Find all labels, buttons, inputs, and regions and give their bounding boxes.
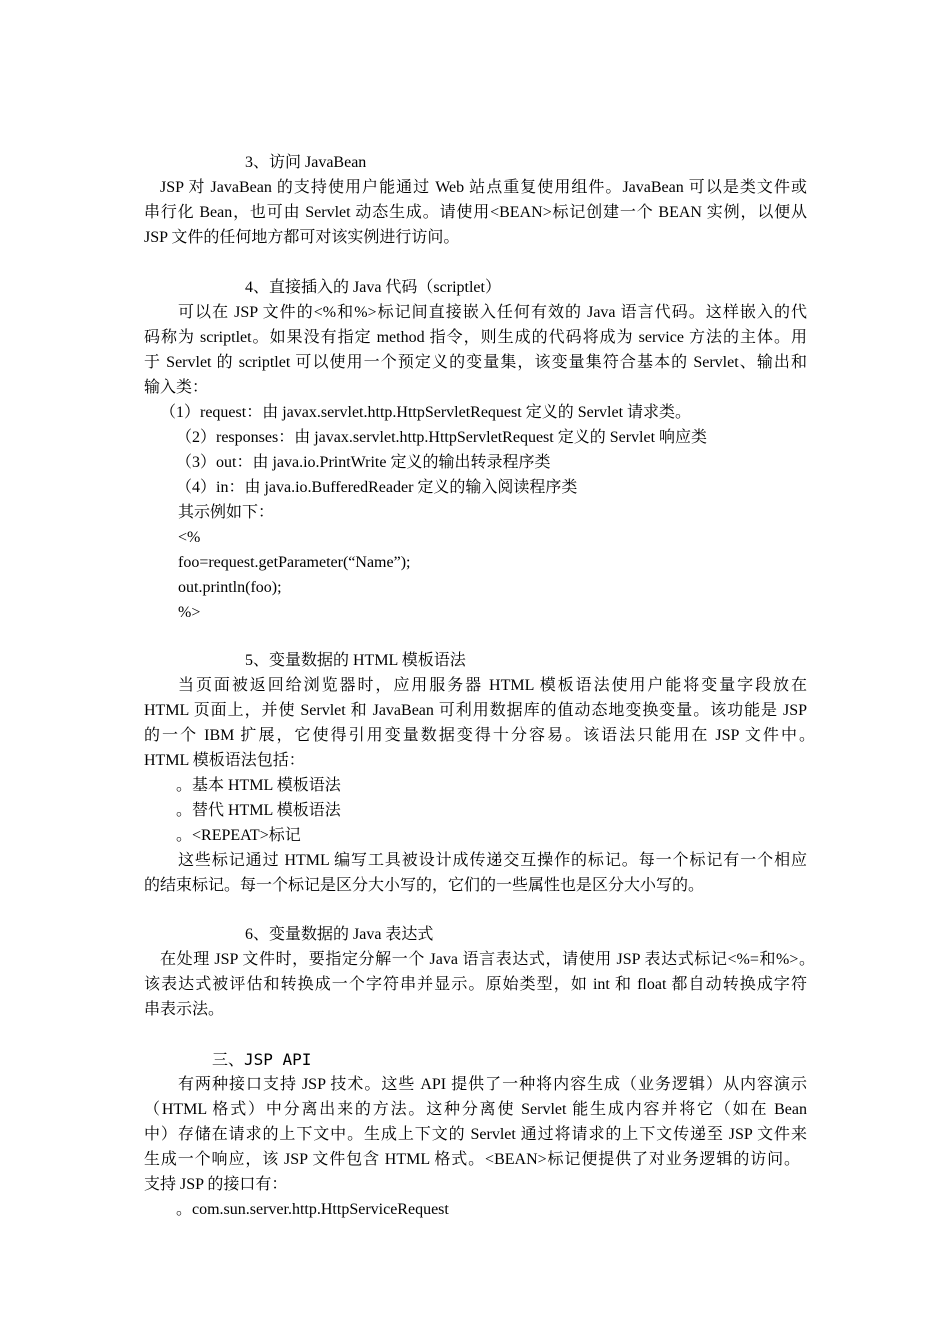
list-item: （4）in：由 java.io.BufferedReader 定义的输入阅读程序类 xyxy=(176,479,578,496)
paragraph-line: 可以在 JSP 文件的<%和%>标记间直接嵌入任何有效的 Java 语言代码。这样嵌入的代 xyxy=(178,304,807,321)
code-line: foo=request.getParameter(“Name”); xyxy=(178,554,411,571)
paragraph-line: 串行化 Bean，也可由 Servlet 动态生成。请使用<BEAN>标记创建一个 BEAN 实例，以便从 xyxy=(144,204,807,221)
bullet-item: 。基本 HTML 模板语法 xyxy=(176,777,341,794)
chapter-heading-jsp-api: 三、JSP API xyxy=(212,1050,312,1069)
code-line: <% xyxy=(178,529,201,546)
paragraph-line: （HTML 格式）中分离出来的方法。这种分离使 Servlet 能生成内容并将它（如在 Bean xyxy=(144,1101,807,1118)
paragraph-line: 的一个 IBM 扩展，它使得引用变量数据变得十分容易。该语法只能用在 JSP 文件中。 xyxy=(144,727,815,744)
paragraph-line: 的结束标记。每一个标记是区分大小写的，它们的一些属性也是区分大小写的。 xyxy=(144,877,705,894)
paragraph-line: 生成一个响应，该 JSP 文件包含 HTML 格式。<BEAN>标记便提供了对业务逻辑的访问。 xyxy=(144,1151,800,1168)
paragraph-line: 该表达式被评估和转换成一个字符串并显示。原始类型，如 int 和 float 都自动转换成字符 xyxy=(144,976,807,993)
paragraph-line: 码称为 scriptlet。如果没有指定 method 指令，则生成的代码将成为 service 方法的主体。用 xyxy=(144,329,807,346)
bullet-item: 。<REPEAT>标记 xyxy=(176,827,301,844)
example-intro: 其示例如下： xyxy=(178,504,275,521)
paragraph-line: 当页面被返回给浏览器时，应用服务器 HTML 模板语法使用户能将变量字段放在 xyxy=(178,677,807,694)
list-item: （2）responses：由 javax.servlet.http.HttpServletRequest 定义的 Servlet 响应类 xyxy=(176,429,708,446)
list-item: （3）out：由 java.io.PrintWrite 定义的输出转录程序类 xyxy=(176,454,551,471)
paragraph-line: HTML 模板语法包括： xyxy=(144,752,305,769)
section-heading-html-template: 5、变量数据的 HTML 模板语法 xyxy=(245,652,466,669)
paragraph-line: HTML 页面上，并使 Servlet 和 JavaBean 可利用数据库的值动态地变换变量。该功能是 JSP xyxy=(144,702,807,719)
paragraph-line: JSP 对 JavaBean 的支持使用户能通过 Web 站点重复使用组件。JavaBean 可以是类文件或 xyxy=(160,179,807,196)
paragraph-line: 在处理 JSP 文件时，要指定分解一个 Java 语言表达式，请使用 JSP 表达式标记<%=和%>。 xyxy=(160,951,815,968)
paragraph-line: 有两种接口支持 JSP 技术。这些 API 提供了一种将内容生成（业务逻辑）从内容演示 xyxy=(178,1076,807,1093)
bullet-item: 。替代 HTML 模板语法 xyxy=(176,802,341,819)
code-line: out.println(foo); xyxy=(178,579,282,596)
list-item: （1）request：由 javax.servlet.http.HttpServletRequest 定义的 Servlet 请求类。 xyxy=(160,404,692,421)
paragraph-line: 支持 JSP 的接口有： xyxy=(144,1176,288,1193)
paragraph-line: 这些标记通过 HTML 编写工具被设计成传递交互操作的标记。每一个标记有一个相应 xyxy=(178,852,807,869)
paragraph-line: 串表示法。 xyxy=(144,1001,225,1018)
paragraph-line: 于 Servlet 的 scriptlet 可以使用一个预定义的变量集，该变量集符合基本的 Servlet、输出和 xyxy=(144,354,807,371)
paragraph-line: 中）存储在请求的上下文中。生成上下文的 Servlet 通过将请求的上下文传递至 JSP 文件来 xyxy=(144,1126,807,1143)
code-line: %> xyxy=(178,604,201,621)
paragraph-line: 输入类： xyxy=(144,379,209,396)
section-heading-scriptlet: 4、直接插入的 Java 代码（scriptlet） xyxy=(245,279,501,296)
section-heading-javabean: 3、访问 JavaBean xyxy=(245,154,367,171)
paragraph-line: JSP 文件的任何地方都可对该实例进行访问。 xyxy=(144,229,460,246)
bullet-item: 。com.sun.server.http.HttpServiceRequest xyxy=(176,1201,449,1218)
section-heading-java-expression: 6、变量数据的 Java 表达式 xyxy=(245,926,434,943)
